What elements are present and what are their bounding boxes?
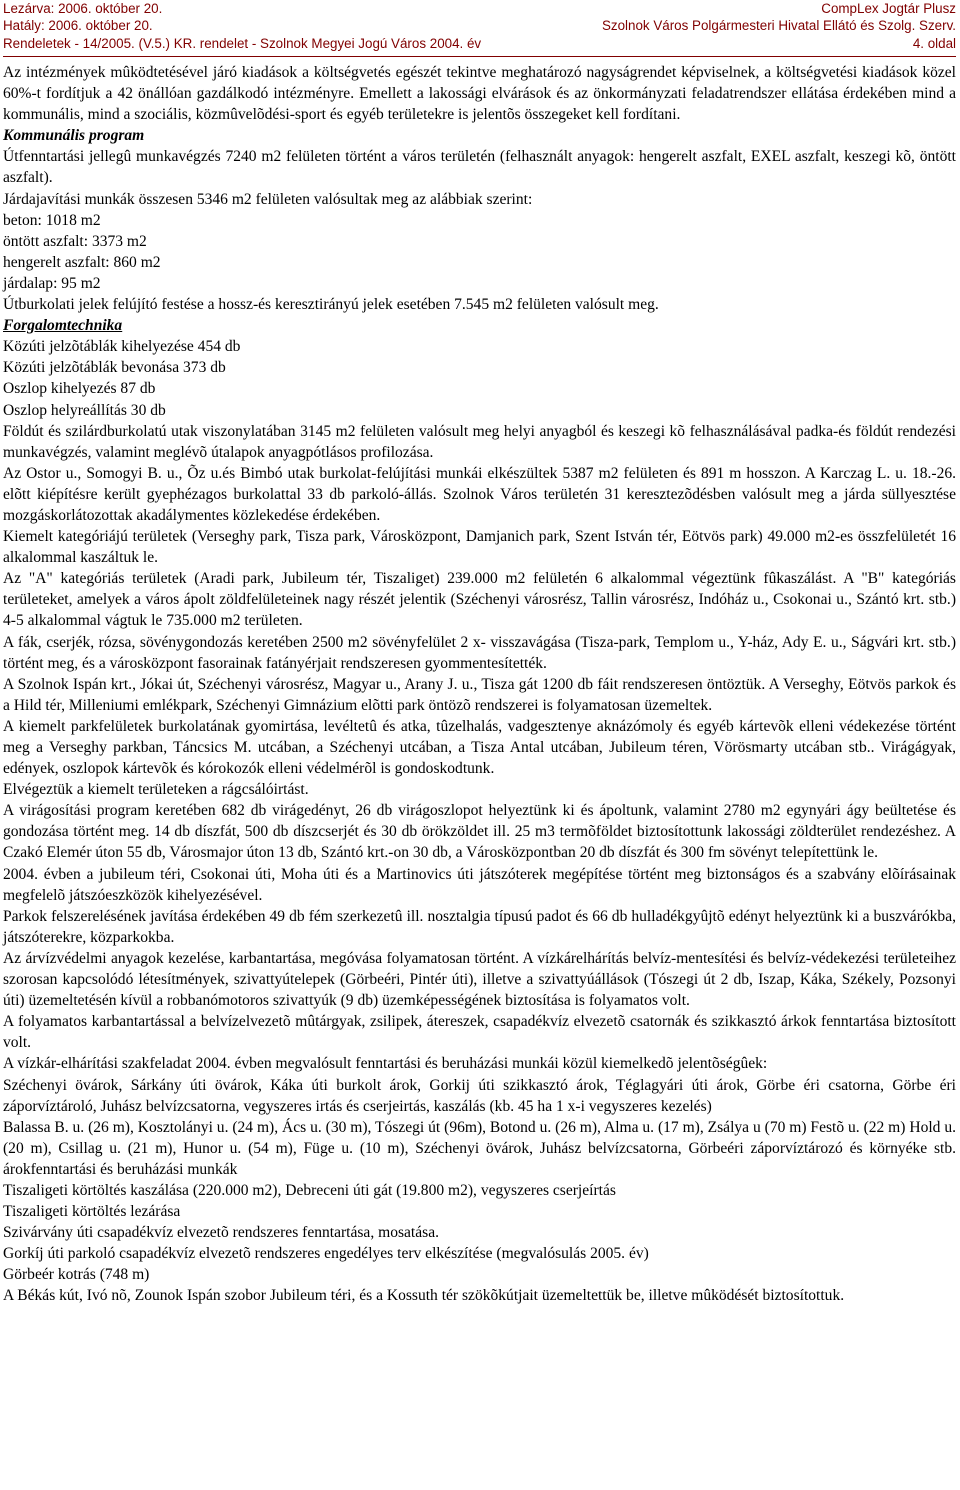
text-line: Oszlop helyreállítás 30 db — [3, 401, 166, 419]
header-row-2 — [3, 17, 956, 34]
publisher-name: CompLex Jogtár Plusz — [821, 1, 956, 16]
paragraph: A Békás kút, Ivó nõ, Zounok Ispán szobor Jubileum téri, és a Kossuth tér szökõkútjait üzemeltettük be, illetve mûködését biztosítottuk. — [3, 1287, 845, 1305]
paragraph: Széchenyi övárok, Sárkány úti övárok, Káka úti burkolt árok, Gorkij úti szikkasztó árok, Téglagyári úti árok, Görbe éri csatorna, Görbe éri záporvíztároló, Juhász belvízcsatorna, vegyszeres irtás és cserjeirtás, kaszálás (kb. 45 ha 1 x-i vegyszeres kezelés) — [3, 1076, 956, 1115]
paragraph: Földút és szilárdburkolatú utak viszonylatában 3145 m2 felületen valósult meg helyi anyagból és keszegi kõ felhasználásával padka-és földút rendezési munkavégzés, valamint meglévõ útalapok anyagpótlásos profilozása. — [3, 422, 956, 461]
text-line: A vízkár-elhárítási szakfeladat 2004. évben megvalósult fenntartási és beruházási munkái közül kiemelkedõ jelentõségûek: — [3, 1055, 768, 1073]
text-line: hengerelt aszfalt: 860 m2 — [3, 253, 161, 271]
text-line: Görbeér kotrás (748 m) — [3, 1266, 150, 1284]
page-number: 4. oldal — [912, 35, 956, 51]
text-line: Gorkíj úti parkoló csapadékvíz elvezetõ rendszeres engedélyes terv elkészítése (megvalósulás 2005. év) — [3, 1245, 649, 1263]
section-heading: Forgalomtechnika — [3, 317, 123, 335]
text-line: Oszlop kihelyezés 87 db — [3, 380, 156, 398]
page-header — [3, 0, 956, 56]
text-line: Tiszaligeti körtöltés lezárása — [3, 1203, 181, 1221]
text-line: beton: 1018 m2 — [3, 211, 101, 229]
paragraph: 2004. évben a jubileum téri, Csokonai úti, Moha úti és a Martinovics úti játszóterek megépítése történt meg biztonságos és a szabvány elõírásainak megfelelõ játszóeszközök kihelyezésével. — [3, 865, 956, 904]
paragraph: A folyamatos karbantartással a belvízelvezetõ mûtárgyak, zsilipek, átereszek, csapadékvíz elvezetõ csatornák és szikkasztó árkok fenntartása biztosított volt. — [3, 1013, 956, 1052]
text-line: Közúti jelzõtáblák bevonása 373 db — [3, 359, 226, 377]
text-line: öntött aszfalt: 3373 m2 — [3, 232, 147, 250]
paragraph: Balassa B. u. (26 m), Kosztolányi u. (24 m), Ács u. (30 m), Tószegi út (96m), Botond u. (26 m), Alma u. (17 m), Zsálya u (70 m) Festõ u. (22 m) Hold u. (20 m), Csillag u. (21 m), Hunor u. (54 m), Füge u. (10 m), Széchenyi övárok, Juhász belvízcsatorna, Görbeéri záporvíztározó és környéke stb. árokfenntartási és beruházási munkák — [3, 1118, 956, 1178]
paragraph: Az árvízvédelmi anyagok kezelése, karbantartása, megóvása folyamatosan történt. A vízkárelhárítás belvíz-mentesítési és belvíz-védekezési területeihez szorosan kapcsolódó létesítmények, szivattyútelepek (Görbeéri, Pintér úti), illetve a szivattyúállások (Tószegi út 2 db, Iszap, Káka, Székely, Pozsonyi úti) üzemeltetésén kívül a robbanómotoros szivattyúk (9 db) üzemképességének biztosítása is folyamatos volt. — [3, 949, 956, 1010]
text-line: Járdajavítási munkák összesen 5346 m2 felületen valósultak meg az alábbiak szerint: — [3, 190, 533, 208]
paragraph: Az "A" kategóriás területek (Aradi park, Jubileum tér, Tiszaliget) 239.000 m2 felületén 6 alkalommal végeztünk fûkaszálást. A "B" kategóriás területeket, amelyek a város ápolt zöldfelületeinek nagy részét jelentik (Széchenyi városrész, Tallin városrész, Indóház u., Csokonai u., Szántó krt. stb.) 4-5 alkalommal vágtuk le 735.000 m2 területen. — [3, 570, 956, 630]
text-line: járdalap: 95 m2 — [3, 274, 101, 292]
paragraph: A kiemelt parkfelületek burkolatának gyomirtása, levéltetû és atka, tûzelhalás, vadgesztenye aknázómoly és egyéb kártevõk elleni védekezése történt meg a Verseghy parkban, Táncsics M. utcában, a Széchenyi utcában, a Tisza Antal utcában, Jubileum téren, Vörösmarty utcában stb.. Virágágyak, edények, oszlopok kártevõk és kórokozók elleni védelmérõl is gondoskodtunk. — [3, 717, 956, 778]
paragraph: Parkok felszerelésének javítása érdekében 49 db fém szerkezetû ill. nosztalgia típusú padot és 66 db hulladékgyûjtõ edényt helyeztünk ki a buszvárókba, játszóterekre, közparkokba. — [3, 907, 956, 946]
section-heading: Kommunális program — [3, 127, 145, 145]
header-row-1 — [3, 0, 956, 17]
text-line: Szivárvány úti csapadékvíz elvezetõ rendszeres fenntartása, mosatása. — [3, 1224, 439, 1242]
effective-date: Hatály: 2006. október 20. — [3, 18, 153, 34]
text-line: Elvégeztük a kiemelt területeken a rágcsálóirtást. — [3, 781, 309, 799]
document-body — [3, 62, 956, 1307]
paragraph: A virágosítási program keretében 682 db virágedényt, 26 db virágoszlopot helyeztünk ki és ápoltunk, valamint 2780 m2 egynyári ágy beültetése és gondozása történt meg. 14 db díszfát, 500 db díszcserjét és 30 db örökzöldet ill. 25 m3 termõföldet biztosítottunk lakossági zöldterület rendezéshez. A Czakó Elemér úton 55 db, Városmajor úton 13 db, Szántó krt.-on 30 db, a Városközpontban 20 db díszfát és 300 fm sövényt telepítettünk le. — [3, 802, 956, 862]
licensee-name: Szolnok Város Polgármesteri Hivatal Ellátó és Szolg. Szerv. — [601, 18, 956, 34]
header-divider — [3, 56, 956, 57]
lock-date: Lezárva: 2006. október 20. — [3, 1, 163, 16]
paragraph: A Szolnok Ispán krt., Jókai út, Széchenyi városrész, Magyar u., Arany J. u., Tisza gát 1200 db fáit rendszeresen öntöztük. A Verseghy, Eötvös parkok és a Hild tér, Milleniumi emlékpark, Széchenyi Gimnázium elõtti park öntözõ rendszerei is folyamatosan üzemeltek. — [3, 675, 956, 714]
header-row-3 — [3, 35, 956, 52]
paragraph: Útfenntartási jellegû munkavégzés 7240 m2 felületen történt a város területén (felhasznált anyagok: hengerelt aszfalt, EXEL aszfalt, keszegi kõ, öntött aszfalt). — [3, 148, 956, 187]
paragraph: Az intézmények mûködtetésével járó kiadások a költségvetés egészét tekintve meghatározó nagyságrendet képviselnek, a költségvetési kiadások közel 60%-t fordítjuk a 42 önállóan gazdálkodó intézményre. Emellett a lakossági elvárások és az önkormányzati feladatrendszer ellátása érdekében mind a kommunális, mind a szociális, közmûvelõdési-sport és egyéb területekre is jelentõs összegeket kell fordítani. — [3, 64, 956, 124]
paragraph: Az Ostor u., Somogyi B. u., Õz u.és Bimbó utak burkolat-felújítási munkái elkészültek 5387 m2 felületen és 891 m hosszon. A Karczag L. u. 18.-26. elõtt kiépítésre került gyephézagos burkolattal 33 db parkoló-állás. Szolnok Város területén 31 keresztezõdésben valósult meg a járda süllyesztése mozgáskorlátozottak akadálymentes közlekedése érdekében. — [3, 464, 956, 524]
paragraph: A fák, cserjék, rózsa, sövénygondozás keretében 2500 m2 sövényfelület 2 x- visszavágása (Tisza-park, Templom u., Y-ház, Ady E. u., Ságvári krt. stb.) történt meg, és a városközpont fasorainak fatányérjait rendszeresen gyommentesítették. — [3, 633, 956, 672]
document-title: Rendeletek - 14/2005. (V.5.) KR. rendelet - Szolnok Megyei Jogú Város 2004. év — [3, 35, 482, 51]
text-line: Közúti jelzõtáblák kihelyezése 454 db — [3, 338, 241, 356]
text-line: Tiszaligeti körtöltés kaszálása (220.000 m2), Debreceni úti gát (19.800 m2), vegyszeres cserjeírtás — [3, 1181, 616, 1199]
paragraph: Kiemelt kategóriájú területek (Verseghy park, Tisza park, Városközpont, Damjanich park, Szent István tér, Eötvös park) 49.000 m2-es összfelületét 16 alkalommal kaszáltuk le. — [3, 528, 956, 567]
text-line: Útburkolati jelek felújító festése a hossz-és keresztirányú jelek esetében 7.545 m2 felületen valósult meg. — [3, 296, 659, 314]
